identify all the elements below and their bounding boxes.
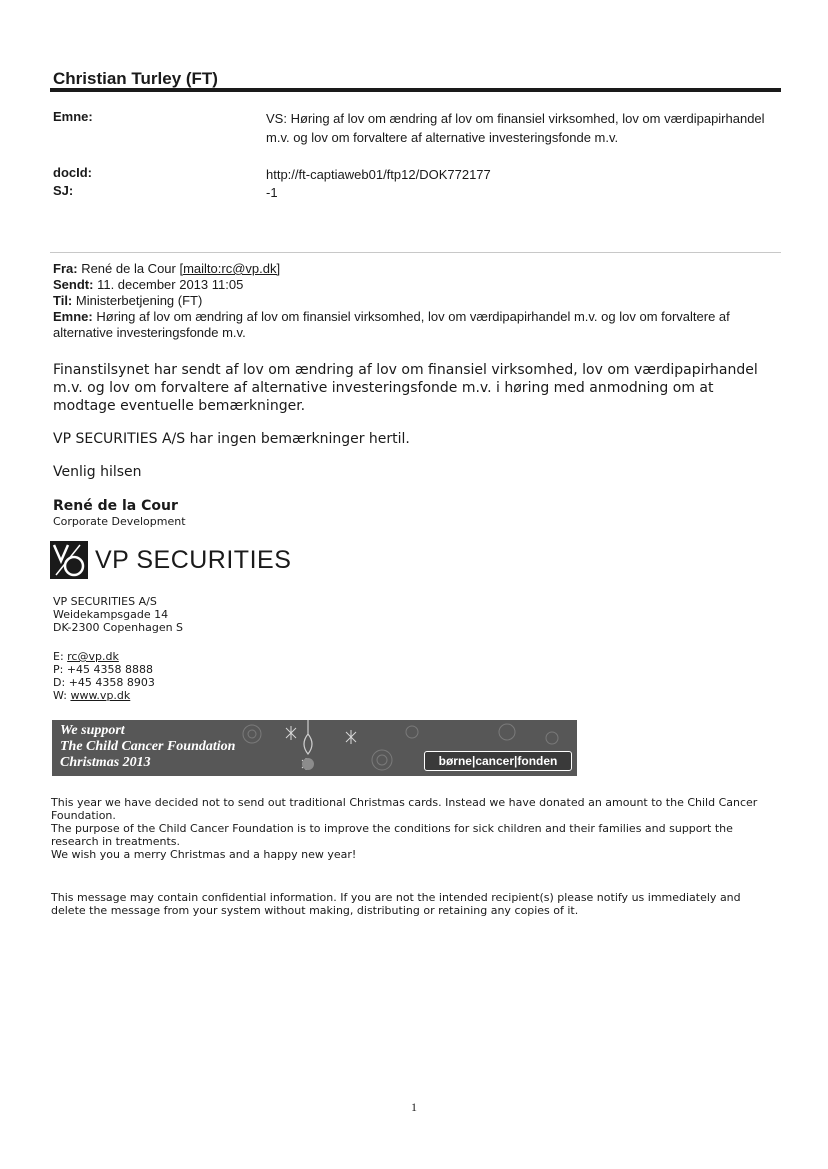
christmas-line-2: The purpose of the Child Cancer Foundation is to improve the conditions for sick children and their families and support the research in treatments.: [51, 822, 733, 848]
direct-label: D:: [53, 676, 66, 689]
web-label: W:: [53, 689, 67, 702]
phone-row: [53, 663, 155, 676]
fra-mailto-link[interactable]: [mailto:rc@vp.dk]: [179, 261, 281, 276]
til-label: Til:: [53, 293, 73, 308]
page-number: 1: [411, 1100, 417, 1114]
company-name: VP SECURITIES A/S: [53, 595, 157, 608]
sendt-row: [53, 277, 778, 293]
website-link[interactable]: www.vp.dk: [70, 689, 131, 702]
body-paragraph-2: VP SECURITIES A/S har ingen bemærkninger hertil.: [53, 431, 410, 447]
address-block: [53, 595, 183, 634]
meta-sj-value: -1: [266, 185, 278, 200]
fra-row: [53, 261, 778, 277]
fra-label: Fra:: [53, 261, 78, 276]
charity-banner[interactable]: [52, 720, 577, 776]
body-paragraph-3: Venlig hilsen: [53, 464, 142, 480]
direct-value: +45 4358 8903: [68, 676, 155, 689]
meta-docid-label: docId:: [53, 165, 92, 180]
vp-logo-icon: [50, 541, 88, 579]
vp-logo-text: VP SECURITIES: [95, 546, 292, 574]
phone-label: P:: [53, 663, 64, 676]
banner-line-2: The Child Cancer Foundation: [60, 739, 236, 754]
meta-docid-value[interactable]: http://ft-captiaweb01/ftp12/DOK772177: [266, 167, 491, 182]
til-row: [53, 293, 778, 309]
section-separator: [50, 252, 781, 253]
fra-value: René de la Cour: [81, 261, 176, 276]
sendt-label: Sendt:: [53, 277, 94, 292]
meta-emne-value: VS: Høring af lov om ændring af lov om finansiel virksomhed, lov om værdipapirhandel m.v. og lov om forvaltere af alternative investeringsfonde m.v.: [266, 111, 765, 145]
signature-name: René de la Cour: [53, 498, 178, 514]
email-row: [53, 650, 155, 663]
christmas-line-3: We wish you a merry Christmas and a happy new year!: [51, 848, 357, 861]
recipient-name: Christian Turley (FT): [53, 69, 218, 88]
email-link[interactable]: rc@vp.dk: [67, 650, 119, 663]
christmas-note: [51, 796, 771, 861]
header-rule: [50, 88, 781, 92]
email-label: E:: [53, 650, 64, 663]
sendt-value: 11. december 2013 11:05: [97, 277, 244, 292]
banner-text: [60, 723, 235, 771]
contact-block: [53, 650, 155, 702]
city-address: DK-2300 Copenhagen S: [53, 621, 184, 634]
phone-value: +45 4358 8888: [66, 663, 154, 676]
banner-line-3: Christmas 2013: [60, 755, 151, 770]
emne-row: [53, 309, 778, 341]
body-paragraph-1: Finanstilsynet har sendt af lov om ændring af lov om finansiel virksomhed, lov om værdipapirhandel m.v. og lov om forvaltere af alternative investeringsfonde m.v. i høring med anmodning om at modtage eventuelle bemærkninger.: [53, 362, 758, 414]
emne-label: Emne:: [53, 309, 93, 324]
signature-title: Corporate Development: [53, 515, 186, 528]
direct-row: [53, 676, 155, 689]
meta-emne-label: Emne:: [53, 109, 93, 124]
web-row: [53, 689, 155, 702]
meta-sj-label: SJ:: [53, 183, 74, 198]
banner-line-1: We support: [60, 723, 125, 738]
message-fields: [53, 261, 778, 341]
street-address: Weidekampsgade 14: [53, 608, 169, 621]
banner-badge: børne|cancer|fonden: [424, 751, 572, 771]
emne-value: Høring af lov om ændring af lov om finansiel virksomhed, lov om værdipapirhandel m.v. og lov om forvaltere af alternative investeringsfonde m.v.: [53, 309, 730, 340]
disclaimer: This message may contain confidential information. If you are not the intended recipient(s) please notify us immediately and delete the message from your system without making, distributing or retaining any copies of it.: [51, 891, 741, 917]
christmas-line-1: This year we have decided not to send out traditional Christmas cards. Instead we have donated an amount to the Child Cancer Foundation.: [51, 796, 758, 822]
til-value: Ministerbetjening (FT): [75, 293, 203, 308]
